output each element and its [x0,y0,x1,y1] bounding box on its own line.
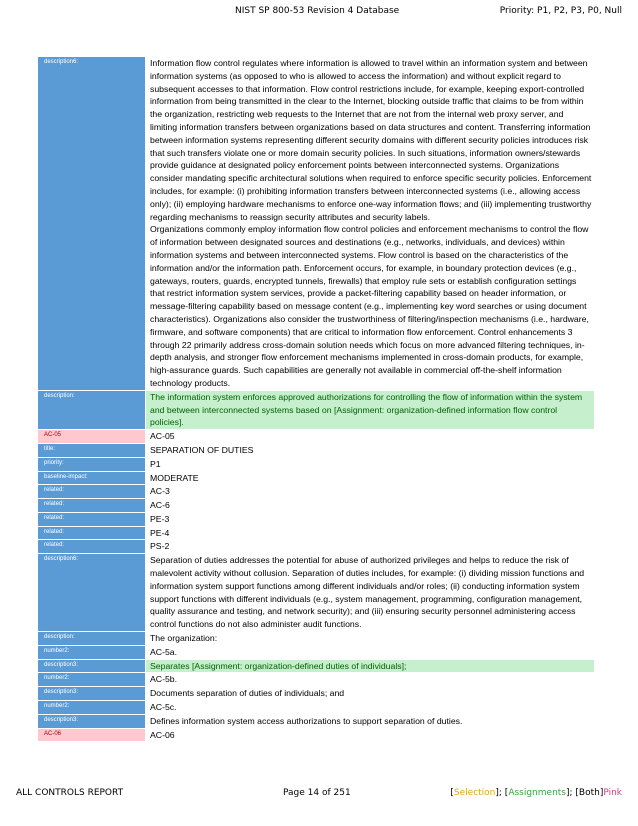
legend-separator: ]; [ [495,788,509,798]
field-value [146,512,595,526]
table-row [38,645,595,659]
field-value [146,554,595,632]
legend-both: ]; [Both] [566,788,604,798]
field-label: related: [38,526,146,540]
field-value [146,673,595,687]
document-title: NIST SP 800-53 Revision 4 Database [235,6,400,16]
field-label: description3: [38,714,146,728]
field-paragraph: Separates [Assignment: organization-defined duties of individuals]; [150,660,407,671]
controls-table-body [38,57,595,742]
field-value [146,443,595,457]
field-paragraph: Separation of duties addresses the potential for abuse of authorized privileges and helps to reduce the risk of malevolent activity without collusion. Separation of duties includes, for example: (i) dividing mission functions and information system support functions among different individuals and/or roles; (ii) conducting information system support functions with different individuals (e.g., system management, programming, configuration management, quality assurance and testing, and network security); and (iii) ensuring security personnel administering access control functions do not also administer audit functions. [150,555,585,630]
field-label: related: [38,499,146,513]
table-row [38,512,595,526]
field-paragraph: MODERATE [150,472,199,483]
table-row [38,632,595,646]
priority-legend: Priority: P1, P2, P3, P0, Null [499,6,622,16]
table-row [38,499,595,513]
field-paragraph: AC-5b. [150,674,178,685]
field-label: description3: [38,687,146,701]
field-paragraph: SEPARATION OF DUTIES [150,444,254,455]
field-label: AC-05 [38,430,146,444]
field-paragraph: P1 [150,458,161,469]
field-paragraph: Defines information system access authorizations to support separation of duties. [150,715,463,726]
table-row [38,526,595,540]
table-row [38,443,595,457]
field-label: number2: [38,673,146,687]
field-paragraph: The organization: [150,633,218,644]
table-row [38,471,595,485]
field-paragraph: Information flow control regulates where information is allowed to travel within an information system and between information systems (as opposed to who is allowed to access the information) and without explicit regard to subsequent accesses to that information. Flow control restrictions include, for example, keeping export-controlled information from being transmitted in the clear to the Internet, blocking outside traffic that claims to be from within the organization, restricting web requests to the Internet that are not from the internal web proxy server, and limiting information transfers between organizations based on data structures and content. Transferring information between information systems representing different security domains with different security policies introduces risk that such transfers violate one or more domain security policies. In such situations, information owners/stewards provide guidance at designated policy enforcement points between interconnected systems. Organizations consider mandating specific architectural solutions when required to enforce specific security policies. Enforcement includes, for example: (i) prohibiting information transfers between interconnected systems (i.e., allowing access only); (ii) employing hardware mechanisms to enforce one-way information flows; and (iii) implementing trustworthy regarding mechanisms to reassign security attributes and security labels. [150,58,592,222]
legend-bracket: [ [450,788,454,798]
field-value [146,485,595,499]
table-row [38,430,595,444]
controls-table [37,56,595,742]
table-row [38,659,595,673]
field-label: baseline-impact: [38,471,146,485]
table-row [38,554,595,632]
legend-selection: Selection [453,788,496,798]
table-row [38,57,595,391]
field-value [146,57,595,391]
field-label: number2: [38,701,146,715]
field-paragraph: AC-6 [150,500,170,511]
field-value [146,540,595,554]
page-number: Page 14 of 251 [283,788,351,798]
field-value [146,430,595,444]
table-row [38,687,595,701]
field-label: title: [38,443,146,457]
field-label: number2: [38,645,146,659]
field-label: description3: [38,659,146,673]
field-value [146,645,595,659]
field-label: description6: [38,57,146,391]
table-row [38,485,595,499]
field-label: related: [38,512,146,526]
field-value [146,687,595,701]
field-value [146,471,595,485]
field-value [146,701,595,715]
field-value [146,457,595,471]
field-label: AC-06 [38,728,146,742]
table-row [38,728,595,742]
table-row [38,457,595,471]
field-paragraph: AC-06 [150,729,175,740]
table-row [38,390,595,429]
field-value [146,632,595,646]
field-label: related: [38,485,146,499]
field-label: related: [38,540,146,554]
field-paragraph: The information system enforces approved authorizations for controlling the flow of information within the system and between interconnected systems based on [Assignment: organization-defined information flow control policies]. [150,391,583,428]
legend-pink: Pink [603,788,622,798]
page-footer [0,788,638,802]
field-paragraph: AC-5a. [150,646,178,657]
field-paragraph: PS-2 [150,541,170,552]
table-row [38,714,595,728]
color-legend [450,788,622,798]
field-paragraph: AC-05 [150,431,175,442]
field-paragraph: AC-5c. [150,702,177,713]
field-value [146,499,595,513]
field-paragraph: PE-3 [150,513,170,524]
field-paragraph: Documents separation of duties of individuals; and [150,688,345,699]
field-label: priority: [38,457,146,471]
legend-assignments: Assignments [508,788,566,798]
table-row [38,673,595,687]
field-label: description: [38,390,146,429]
report-name: ALL CONTROLS REPORT [16,788,124,798]
page-header [0,6,638,20]
field-paragraph: PE-4 [150,527,170,538]
field-paragraph: AC-3 [150,486,170,497]
field-label: description6: [38,554,146,632]
table-row [38,701,595,715]
field-value [146,390,595,429]
table-row [38,540,595,554]
field-label: description: [38,632,146,646]
field-value [146,526,595,540]
field-value [146,714,595,728]
field-value [146,659,595,673]
field-value [146,728,595,742]
field-paragraph: Organizations commonly employ information flow control policies and enforcement mechanisms to control the flow of information between designated sources and destinations (e.g., networks, individuals, and devices) within information systems and between interconnected systems. Flow control is based on the characteristics of the information and/or the information path. Enforcement occurs, for example, in boundary protection devices (e.g., gateways, routers, guards, encrypted tunnels, firewalls) that employ rule sets or establish configuration settings that restrict information system services, provide a packet-filtering capability based on header information, or message-filtering capability based on message content (e.g., implementing key word searches or using document characteristics). Organizations also consider the trustworthiness of filtering/inspection mechanisms (i.e., hardware, firmware, and software components) that are critical to information flow enforcement. Control enhancements 3 through 22 primarily address cross-domain solution needs which focus on more advanced filtering techniques, in-depth analysis, and stronger flow enforcement mechanisms implemented in cross-domain products, for example, high-assurance guards. Such capabilities are generally not available in commercial off-the-shelf information technology products. [150,224,589,388]
